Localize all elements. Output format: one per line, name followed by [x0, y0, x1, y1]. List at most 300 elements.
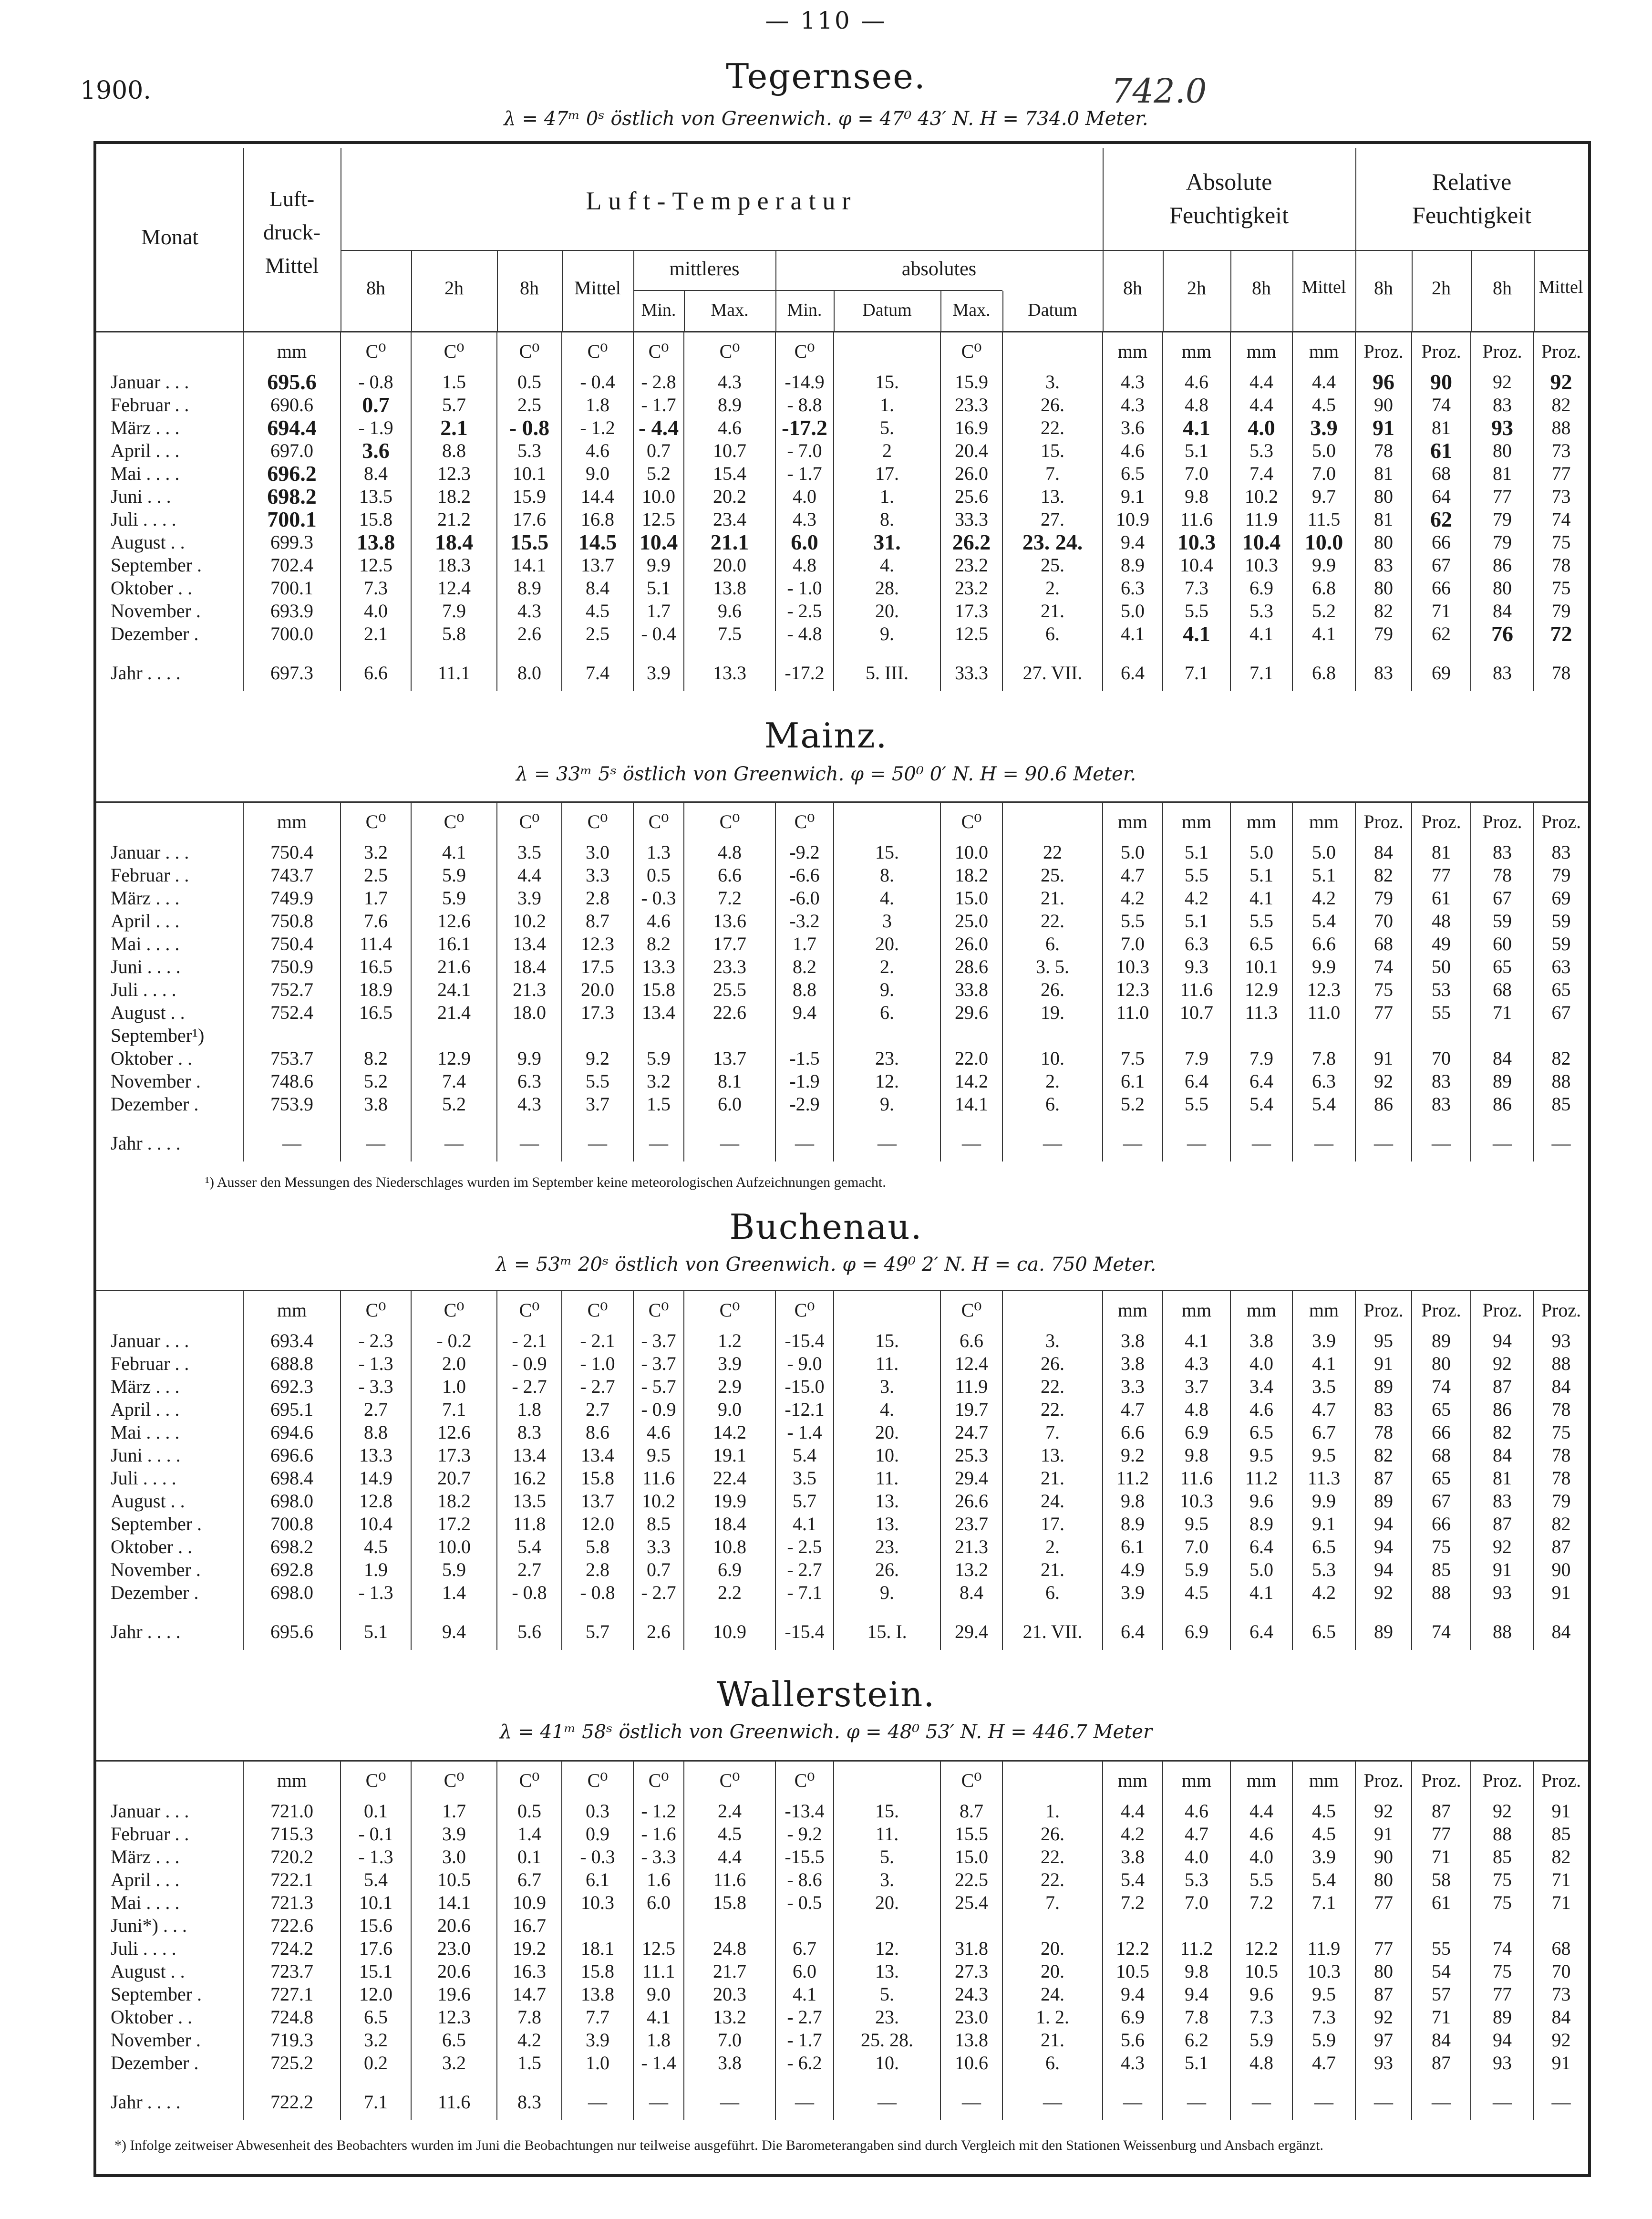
year-cell: 83 [1355, 655, 1412, 691]
data-cell: 65 [1471, 955, 1534, 978]
data-cell: 16.1 [411, 933, 497, 955]
data-cell: 20. [834, 933, 940, 955]
data-cell: 2.7 [341, 1398, 411, 1421]
data-cell: 12.5 [633, 1937, 684, 1960]
unit-cell: Proz. [1471, 802, 1534, 841]
data-cell: 6. [1002, 1093, 1103, 1116]
data-cell: 82 [1534, 1513, 1588, 1535]
data-cell: 724.2 [243, 1937, 341, 1960]
data-cell: 13. [1002, 485, 1103, 508]
spacer-cell [633, 1116, 684, 1125]
data-cell: 84 [1471, 1047, 1534, 1070]
data-cell: 86 [1471, 1398, 1534, 1421]
data-cell: 8.8 [341, 1421, 411, 1444]
data-cell: 13.4 [562, 1444, 633, 1467]
data-cell: 61 [1412, 1891, 1471, 1914]
data-cell: 6.9 [1103, 2006, 1163, 2029]
data-cell: 18.3 [411, 554, 497, 577]
data-cell: 15.8 [341, 508, 411, 531]
data-cell: -6.6 [775, 864, 834, 887]
data-cell: 7.9 [1230, 1047, 1292, 1070]
unit-cell: Proz. [1534, 802, 1588, 841]
data-cell: 80 [1412, 1352, 1471, 1375]
data-cell: 4.3 [497, 600, 562, 622]
data-cell: 11.3 [1230, 1001, 1292, 1024]
header-mittl-min: Min. [641, 300, 676, 320]
data-cell: - 2.8 [633, 371, 684, 394]
year-cell: 5.6 [497, 1614, 562, 1650]
data-cell: 74 [1534, 508, 1588, 531]
spacer-cell [633, 645, 684, 655]
data-cell: 3. [1002, 371, 1103, 394]
data-cell: 96 [1355, 371, 1412, 394]
data-cell: 9.8 [1163, 1444, 1230, 1467]
spacer-row [96, 1116, 1588, 1125]
data-cell: 84 [1534, 1375, 1588, 1398]
data-cell: 8. [834, 508, 940, 531]
data-cell: 1. [834, 485, 940, 508]
data-cell: 19.1 [684, 1444, 775, 1467]
data-cell: 10.4 [633, 531, 684, 554]
data-cell: 5.9 [1292, 2029, 1355, 2052]
spacer-cell [411, 1604, 497, 1614]
data-cell: - 0.8 [497, 416, 562, 439]
table-row [96, 1535, 1588, 1558]
unit-cell: C⁰ [684, 332, 775, 371]
header-mittleres: mittleres [669, 258, 740, 280]
data-cell: 79 [1534, 600, 1588, 622]
year-cell: 6.4 [1103, 655, 1163, 691]
data-cell: 21. [1002, 1467, 1103, 1490]
data-cell: - 5.7 [633, 1375, 684, 1398]
data-cell: 5.0 [1103, 841, 1163, 864]
year-cell: 29.4 [940, 1614, 1002, 1650]
data-cell: 15. [834, 841, 940, 864]
data-cell: 4.5 [562, 600, 633, 622]
data-cell: 14.5 [562, 531, 633, 554]
spacer-cell [1534, 1604, 1588, 1614]
data-cell: 9.2 [562, 1047, 633, 1070]
data-cell: 20.6 [411, 1960, 497, 1983]
data-cell [1163, 1024, 1230, 1047]
data-cell: 12.8 [341, 1490, 411, 1513]
data-cell: 61 [1412, 887, 1471, 910]
data-cell: 9.4 [1163, 1983, 1230, 2006]
year-cell: -15.4 [775, 1614, 834, 1650]
header-rel-2h: 2h [1432, 277, 1451, 299]
data-cell: 15.8 [684, 1891, 775, 1914]
data-cell: 88 [1412, 1581, 1471, 1604]
data-cell [1412, 1914, 1471, 1937]
spacer-cell [834, 1604, 940, 1614]
unit-row [96, 1291, 1588, 1330]
unit-cell [96, 332, 243, 371]
data-cell: 92 [1471, 1352, 1534, 1375]
data-cell: - 0.8 [562, 1581, 633, 1604]
data-cell: - 1.7 [775, 462, 834, 485]
data-cell: 4.1 [1163, 416, 1230, 439]
data-cell: 3.7 [1163, 1375, 1230, 1398]
spacer-cell [341, 1604, 411, 1614]
data-cell: 5.6 [1103, 2029, 1163, 2052]
table-row [96, 1467, 1588, 1490]
data-cell: 22. [1002, 910, 1103, 933]
data-cell: 24. [1002, 1490, 1103, 1513]
month-label: Mai . . . . [111, 463, 180, 484]
data-cell: 1.8 [562, 394, 633, 416]
month-label: August . . [111, 531, 185, 553]
data-cell: 4.0 [341, 600, 411, 622]
year-cell: 6.5 [1292, 1614, 1355, 1650]
data-cell: 5.5 [1103, 910, 1163, 933]
station-table-tegernsee [96, 331, 1588, 691]
data-cell: 11.1 [633, 1960, 684, 1983]
data-cell: 93 [1471, 2052, 1534, 2074]
data-cell: 3.0 [411, 1846, 497, 1868]
unit-cell: mm [243, 802, 341, 841]
data-cell: 71 [1471, 1001, 1534, 1024]
table-row [96, 1093, 1588, 1116]
data-cell: 89 [1471, 2006, 1534, 2029]
table-row [96, 841, 1588, 864]
data-cell: 5.3 [497, 439, 562, 462]
data-cell: 91 [1471, 1558, 1534, 1581]
data-cell: 86 [1471, 554, 1534, 577]
data-cell: 58 [1412, 1868, 1471, 1891]
unit-cell: C⁰ [497, 1291, 562, 1330]
data-cell: 31. [834, 531, 940, 554]
data-cell: 11.9 [1292, 1937, 1355, 1960]
year-cell: — [1471, 1125, 1534, 1161]
data-cell: 702.4 [243, 554, 341, 577]
unit-cell: mm [1292, 1291, 1355, 1330]
data-cell: 2.1 [411, 416, 497, 439]
data-cell: -1.5 [775, 1047, 834, 1070]
station-table-buchenau [96, 1290, 1588, 1650]
table-row [96, 1070, 1588, 1093]
data-cell: 4.1 [775, 1983, 834, 2006]
data-cell: 14.1 [411, 1891, 497, 1914]
data-cell: 55 [1412, 1001, 1471, 1024]
year-cell: — [1292, 2084, 1355, 2120]
year-cell: — [1230, 2084, 1292, 2120]
data-cell: 688.8 [243, 1352, 341, 1375]
data-cell: 4.2 [1292, 1581, 1355, 1604]
data-cell: 12.6 [411, 910, 497, 933]
unit-cell: C⁰ [562, 332, 633, 371]
data-cell: 26. [1002, 1352, 1103, 1375]
unit-cell: Proz. [1534, 1761, 1588, 1800]
month-label: August . . [111, 1490, 185, 1512]
month-label: Juni . . . . [111, 956, 181, 977]
data-cell: 7. [1002, 462, 1103, 485]
data-cell: 8.2 [633, 933, 684, 955]
data-cell: 75 [1534, 1421, 1588, 1444]
data-cell: 3.5 [497, 841, 562, 864]
data-cell: 3.9 [1292, 1329, 1355, 1352]
data-cell: 25. [1002, 554, 1103, 577]
data-cell: 19.7 [940, 1398, 1002, 1421]
data-cell: 8.1 [684, 1070, 775, 1093]
spacer-cell [940, 1604, 1002, 1614]
data-cell: 15. [834, 1329, 940, 1352]
data-cell: 7.7 [562, 2006, 633, 2029]
data-cell: 92 [1471, 371, 1534, 394]
data-cell: 12.3 [411, 2006, 497, 2029]
month-label: Januar . . . [111, 1330, 189, 1351]
month-label: Dezember . [111, 623, 199, 644]
month-label: Dezember . [111, 1093, 199, 1115]
data-cell: 10.3 [1292, 1960, 1355, 1983]
data-cell: 9. [834, 622, 940, 645]
spacer-cell [684, 1604, 775, 1614]
year-cell: — [940, 1125, 1002, 1161]
data-cell: -15.5 [775, 1846, 834, 1868]
data-cell: 6.9 [1163, 1421, 1230, 1444]
data-cell [1534, 1914, 1588, 1937]
data-cell: 89 [1471, 1070, 1534, 1093]
header-temp-mittel: Mittel [574, 277, 621, 299]
data-cell: 698.0 [243, 1581, 341, 1604]
data-cell: 5.4 [497, 1535, 562, 1558]
data-cell: 81 [1471, 462, 1534, 485]
data-cell: 68 [1471, 978, 1534, 1001]
unit-cell: C⁰ [497, 1761, 562, 1800]
data-cell: 699.3 [243, 531, 341, 554]
unit-cell [96, 1761, 243, 1800]
data-cell: 24.7 [940, 1421, 1002, 1444]
data-cell: 8.9 [684, 394, 775, 416]
data-cell: 6. [1002, 622, 1103, 645]
data-cell: - 0.8 [341, 371, 411, 394]
data-cell: 27. [1002, 508, 1103, 531]
data-cell: 84 [1471, 1444, 1534, 1467]
station-coord-buchenau: λ = 53ᵐ 20ˢ östlich von Greenwich. φ = 49⁰ 2′ N. H = ca. 750 Meter. [496, 1254, 1156, 1275]
data-cell: 65 [1534, 978, 1588, 1001]
data-cell: 85 [1412, 1558, 1471, 1581]
spacer-cell [1230, 2074, 1292, 2084]
month-label: September . [111, 554, 202, 576]
data-cell: 26.2 [940, 531, 1002, 554]
unit-cell [1002, 1761, 1103, 1800]
unit-cell: C⁰ [775, 802, 834, 841]
table-row [96, 1001, 1588, 1024]
data-cell [1355, 1914, 1412, 1937]
station-title-mainz: Mainz. [764, 715, 888, 756]
data-cell: 9.9 [1292, 554, 1355, 577]
data-cell: 2. [834, 955, 940, 978]
month-label: Mai . . . . [111, 1892, 180, 1913]
year-cell: 7.4 [562, 655, 633, 691]
data-cell: 0.3 [562, 1800, 633, 1823]
header-abs-min-datum: Datum [862, 300, 912, 320]
data-cell: 26.0 [940, 462, 1002, 485]
data-cell [1471, 1024, 1534, 1047]
year-cell: 21. VII. [1002, 1614, 1103, 1650]
data-cell: 17.5 [562, 955, 633, 978]
unit-cell: Proz. [1534, 332, 1588, 371]
data-cell: 6.0 [684, 1093, 775, 1116]
data-cell: 78 [1534, 1398, 1588, 1421]
data-cell: 25.3 [940, 1444, 1002, 1467]
spacer-cell [96, 1604, 243, 1614]
data-cell: 26.6 [940, 1490, 1002, 1513]
data-cell: - 0.4 [633, 622, 684, 645]
spacer-cell [1412, 2074, 1471, 2084]
header-rel-feucht-2: Feuchtigkeit [1412, 202, 1531, 228]
data-cell: 723.7 [243, 1960, 341, 1983]
data-cell: 59 [1471, 910, 1534, 933]
data-cell: 6.1 [562, 1868, 633, 1891]
data-cell: 24.3 [940, 1983, 1002, 2006]
data-cell: - 2.7 [497, 1375, 562, 1398]
data-cell: 14.4 [562, 485, 633, 508]
year-cell: 84 [1534, 1614, 1588, 1650]
data-cell: 9.4 [1103, 1983, 1163, 2006]
data-cell: 80 [1471, 439, 1534, 462]
data-cell: - 0.9 [633, 1398, 684, 1421]
data-cell: 11. [834, 1352, 940, 1375]
data-cell: 17. [1002, 1513, 1103, 1535]
unit-cell: mm [243, 1291, 341, 1330]
header-abs-min: Min. [787, 300, 822, 320]
month-label: April . . . [111, 1399, 180, 1420]
data-cell: 5. [834, 1983, 940, 2006]
data-cell: 6.5 [1230, 933, 1292, 955]
data-cell: - 1.2 [633, 1800, 684, 1823]
data-cell: - 7.0 [775, 439, 834, 462]
spacer-cell [834, 645, 940, 655]
unit-cell: mm [1163, 1761, 1230, 1800]
data-cell: 66 [1412, 1513, 1471, 1535]
data-cell: 4.0 [1230, 1352, 1292, 1375]
unit-cell: C⁰ [411, 1761, 497, 1800]
data-cell: 16.9 [940, 416, 1002, 439]
data-cell: 86 [1471, 1093, 1534, 1116]
data-cell: 2. [1002, 1535, 1103, 1558]
data-cell: 5.1 [1163, 910, 1230, 933]
data-cell: - 3.7 [633, 1352, 684, 1375]
year-cell: 8.0 [497, 655, 562, 691]
data-cell [1103, 1914, 1163, 1937]
data-cell: 10.4 [341, 1513, 411, 1535]
year-cell: 722.2 [243, 2084, 341, 2120]
data-cell: 92 [1355, 2006, 1412, 2029]
data-cell: 5.5 [1230, 1868, 1292, 1891]
data-cell: 22. [1002, 416, 1103, 439]
data-cell: 7.1 [1292, 1891, 1355, 1914]
year-label: Jahr . . . . [111, 1621, 181, 1642]
data-cell: 4.8 [1163, 1398, 1230, 1421]
data-cell: - 3.3 [341, 1375, 411, 1398]
spacer-cell [562, 645, 633, 655]
table-row [96, 910, 1588, 933]
data-cell: 4.8 [1163, 394, 1230, 416]
data-cell: - 2.1 [562, 1329, 633, 1352]
data-cell: -9.2 [775, 841, 834, 864]
data-cell: -1.9 [775, 1070, 834, 1093]
month-label: September . [111, 1983, 202, 2005]
year-cell: — [1103, 2084, 1163, 2120]
footnote-mainz: ¹) Ausser den Messungen des Niederschlages wurden im September keine meteorologischen Aufzeichnungen gemacht. [205, 1174, 886, 1190]
data-cell: 3.2 [341, 2029, 411, 2052]
data-cell: 12.2 [1103, 1937, 1163, 1960]
unit-cell [1002, 802, 1103, 841]
data-cell: 4.4 [1292, 371, 1355, 394]
data-cell: 82 [1355, 1444, 1412, 1467]
data-cell: 17.3 [940, 600, 1002, 622]
data-cell: 695.6 [243, 371, 341, 394]
data-cell: 83 [1355, 1398, 1412, 1421]
station-title-wallerstein: Wallerstein. [716, 1674, 936, 1714]
year-cell: 13.3 [684, 655, 775, 691]
data-cell: 81 [1355, 508, 1412, 531]
data-cell: 1.7 [341, 887, 411, 910]
data-cell: 7.6 [341, 910, 411, 933]
data-cell: 12.3 [1292, 978, 1355, 1001]
data-cell: 16.3 [497, 1960, 562, 1983]
data-cell: 4.7 [1292, 1398, 1355, 1421]
year-cell: — [411, 1125, 497, 1161]
data-cell: 79 [1471, 531, 1534, 554]
data-cell: 85 [1471, 1846, 1534, 1868]
table-row [96, 1047, 1588, 1070]
data-cell: 10.2 [1230, 485, 1292, 508]
station-coord-wallerstein: λ = 41ᵐ 58ˢ östlich von Greenwich. φ = 48⁰ 53′ N. H = 446.7 Meter [499, 1721, 1153, 1743]
spacer-cell [1002, 2074, 1103, 2084]
data-cell [940, 1024, 1002, 1047]
data-cell: 20.2 [684, 485, 775, 508]
table-row [96, 864, 1588, 887]
data-cell: 22.4 [684, 1467, 775, 1490]
unit-cell: Proz. [1355, 332, 1412, 371]
year-cell: — [633, 2084, 684, 2120]
data-cell: 13. [834, 1960, 940, 1983]
data-cell: 77 [1355, 1937, 1412, 1960]
data-cell [341, 1024, 411, 1047]
month-label: März . . . [111, 1846, 180, 1867]
unit-cell: C⁰ [341, 1761, 411, 1800]
data-cell: 81 [1412, 416, 1471, 439]
data-cell: 71 [1534, 1868, 1588, 1891]
data-cell: 753.9 [243, 1093, 341, 1116]
year-cell: — [1002, 1125, 1103, 1161]
data-cell: 9.4 [1103, 531, 1163, 554]
unit-cell: C⁰ [341, 332, 411, 371]
unit-cell: C⁰ [562, 1761, 633, 1800]
unit-cell: C⁰ [633, 802, 684, 841]
data-cell: 68 [1534, 1937, 1588, 1960]
month-label: November . [111, 1559, 201, 1580]
month-label: März . . . [111, 417, 180, 438]
data-cell: 5.0 [1230, 841, 1292, 864]
data-cell: -3.2 [775, 910, 834, 933]
year-cell: 2.6 [633, 1614, 684, 1650]
data-cell: 10.3 [1163, 531, 1230, 554]
data-cell: -2.9 [775, 1093, 834, 1116]
header-rel-mittel: Mittel [1538, 277, 1583, 297]
data-cell: 59 [1534, 910, 1588, 933]
data-cell: 3.6 [1103, 416, 1163, 439]
data-cell: 8.9 [497, 577, 562, 600]
data-cell: 27.3 [940, 1960, 1002, 1983]
data-cell: 66 [1412, 531, 1471, 554]
spacer-cell [497, 1116, 562, 1125]
header-abs-2h: 2h [1187, 277, 1206, 299]
data-cell [633, 1024, 684, 1047]
data-cell: 25. 28. [834, 2029, 940, 2052]
data-cell: 11.6 [1163, 978, 1230, 1001]
